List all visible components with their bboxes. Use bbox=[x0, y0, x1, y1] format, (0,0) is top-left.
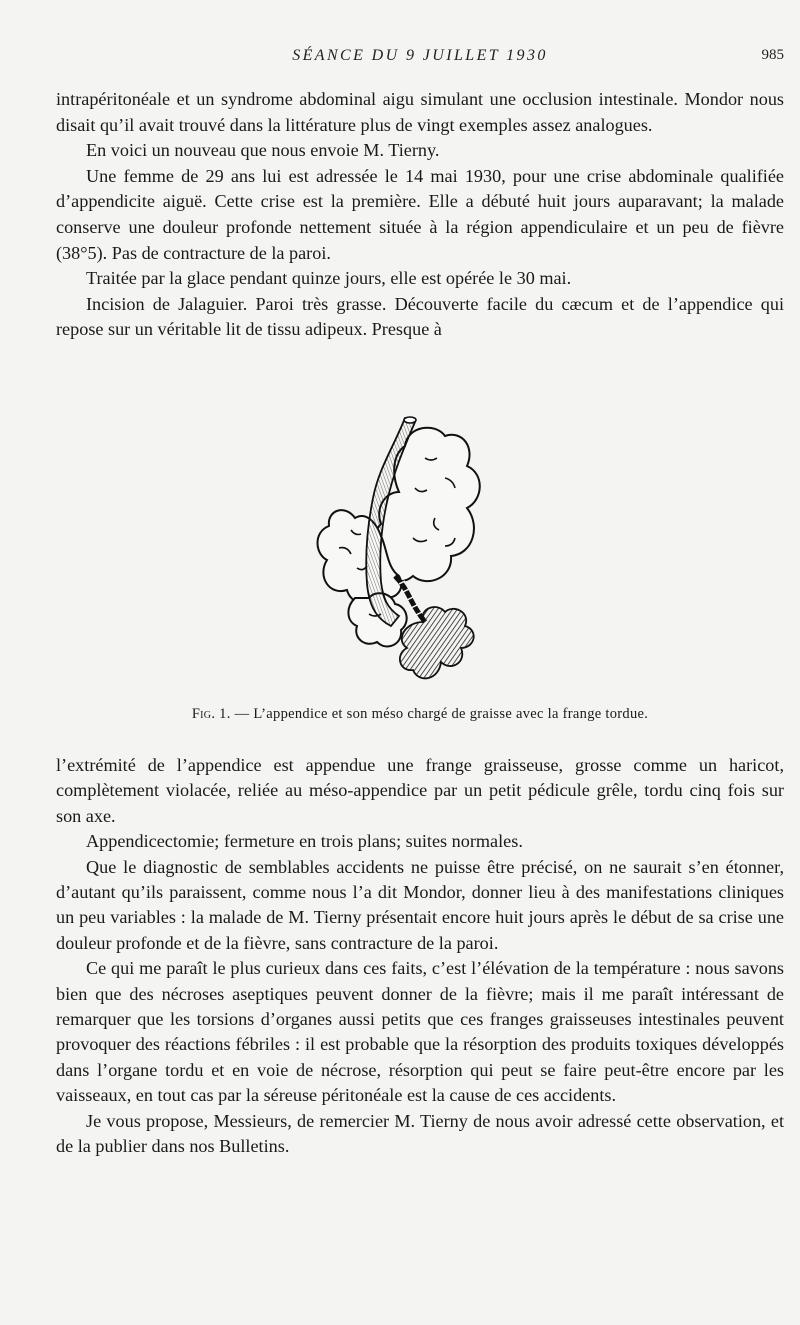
figure-label: Fig. 1. bbox=[191, 706, 231, 722]
fatty-fringe bbox=[400, 607, 474, 678]
paragraph: Incision de Jalaguier. Paroi très grasse. Découverte facile du cæcum et de l’appendice qui repose sur un véritable lit de tissu adipeux. Presque à bbox=[56, 293, 784, 340]
paragraph: Que le diagnostic de semblables accidents ne puisse être précisé, on ne saurait s’en étonner, d’autant qu’ils paraissent, comme nous l’a dit Mondor, donner lieu à des manifestations cliniques un peu variables : la malade de M. Tierny présentait encore huit jours après le début de sa crise une douleur profonde et de la fièvre, sans contracture de la paroi. bbox=[56, 856, 784, 953]
paragraph: Une femme de 29 ans lui est adressée le 14 mai 1930, pour une crise abdominale qualifiée d’appendicite aiguë. Cette crise est la première. Elle a débuté huit jours auparavant; la malade conserve une douleur profonde nettement située à la région appendiculaire et un peu de fièvre (38°5). Pas de contracture de la paroi. bbox=[56, 165, 784, 263]
caption-text: L’appendice et son méso chargé de graisse avec la frange tordue. bbox=[253, 706, 649, 722]
page-number: 985 bbox=[761, 47, 784, 63]
running-head bbox=[56, 47, 784, 71]
body-text-top bbox=[56, 87, 784, 343]
paragraph: l’extrémité de l’appendice est appendue une frange graisseuse, grosse comme un haricot, complètement violacée, reliée au méso-appendice par un petit pédicule grêle, tordu cinq fois sur son axe. bbox=[56, 755, 784, 826]
figure-caption bbox=[56, 706, 784, 723]
appendix-illustration bbox=[295, 408, 505, 698]
paragraph: Je vous propose, Messieurs, de remercier M. Tierny de nous avoir adressé cette observation, et de la publier dans nos Bulletins. bbox=[56, 1110, 784, 1157]
paragraph: Ce qui me paraît le plus curieux dans ces faits, c’est l’élévation de la température : nous savons bien que des nécroses aseptiques peuvent donner de la fièvre; mais il me paraît intéressant de remarquer que les torsions d’organes aussi petits que ces franges graisseuses intestinales peuvent provoquer des réactions fébriles : il est probable que la résorption des produits toxiques développés dans l’organe tordu et en voie de nécrose, résorption qui peut se faire peut-être encore par les vaisseaux, en tout cas par la séreuse péritonéale est la cause de ces accidents. bbox=[56, 958, 784, 1106]
paragraph: intrapéritonéale et un syndrome abdominal aigu simulant une occlusion intestinale. Mondor nous disait qu’il avait trouvé dans la littérature plus de vingt exemples assez analogues. bbox=[56, 89, 784, 135]
running-title: SÉANCE DU 9 JUILLET 1930 bbox=[292, 47, 548, 64]
caption-dash: — bbox=[234, 706, 250, 722]
paragraph: En voici un nouveau que nous envoie M. Tierny. bbox=[86, 140, 440, 161]
appendix-drawing bbox=[295, 408, 505, 698]
paragraph: Traitée par la glace pendant quinze jours, elle est opérée le 30 mai. bbox=[86, 268, 572, 289]
body-text-bottom bbox=[56, 753, 784, 1160]
paragraph: Appendicectomie; fermeture en trois plans; suites normales. bbox=[86, 831, 523, 852]
